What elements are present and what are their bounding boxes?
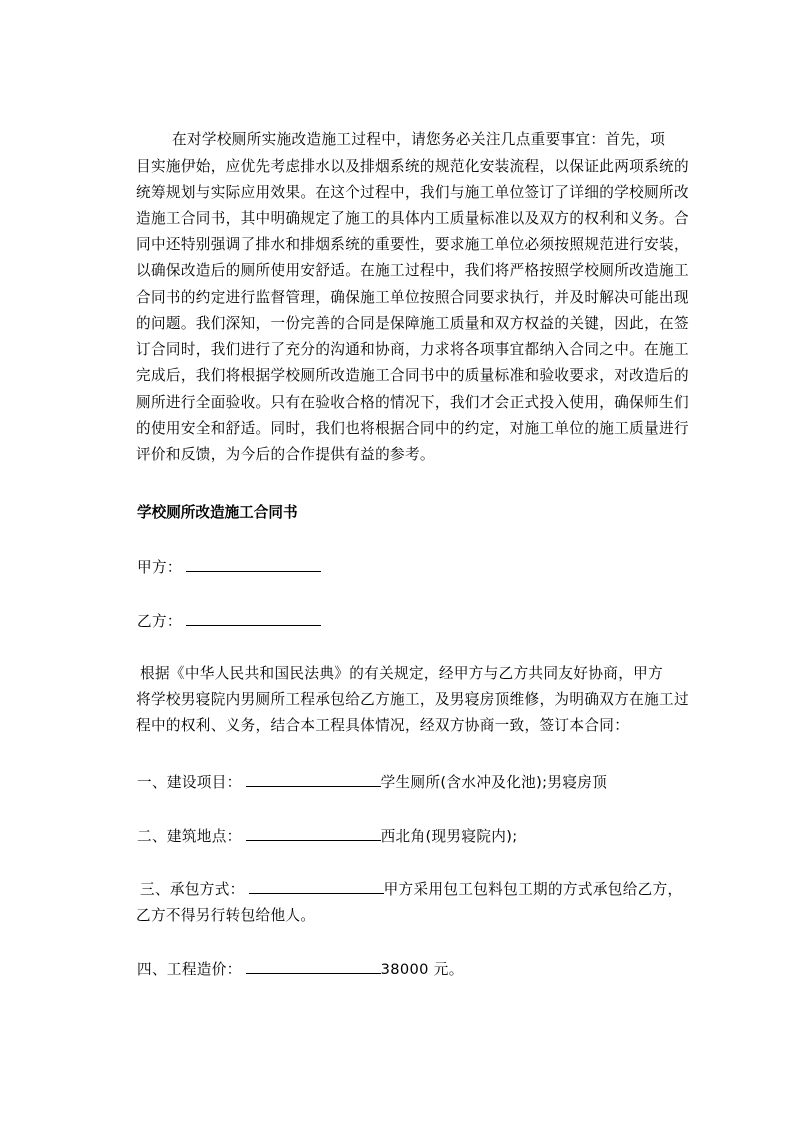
party-b-label: 乙方： xyxy=(137,613,182,630)
clause-label: 四、工程造价： xyxy=(137,961,242,978)
intro-line: 合同书的约定进行监督管理，确保施工单位按照合同要求执行，并及时解决可能出现 xyxy=(136,289,689,306)
party-a-field xyxy=(137,557,321,578)
party-b-field xyxy=(137,611,321,632)
clause-value: 西北角(现男寝院内); xyxy=(380,828,518,845)
intro-line: 同中还特别强调了排水和排烟系统的重要性，要求施工单位必须按照规范进行安装， xyxy=(136,236,689,253)
intro-line: 订合同时，我们进行了充分的沟通和协商，力求将各项事宜都纳入合同之中。在施工 xyxy=(136,341,689,358)
clause-label: 三、承包方式： xyxy=(140,881,245,898)
intro-line: 完成后，我们将根据学校厕所改造施工合同书中的质量标准和验收要求，对改造后的 xyxy=(136,367,689,384)
party-a-label: 甲方： xyxy=(137,559,182,576)
intro-line: 统筹规划与实际应用效果。在这个过程中，我们与施工单位签订了详细的学校厕所改 xyxy=(136,184,689,201)
clause-blank[interactable] xyxy=(246,826,381,841)
intro-line: 在对学校厕所实施改造施工过程中，请您务必关注几点重要事宜：首先，项 xyxy=(172,131,666,148)
clause-contracting-method xyxy=(140,879,683,900)
clause-value: 甲方采用包工包料包工期的方式承包给乙方， xyxy=(383,881,683,898)
intro-line: 评价和反馈，为今后的合作提供有益的参考。 xyxy=(136,446,435,463)
party-a-blank[interactable] xyxy=(186,557,321,572)
intro-line: 厕所进行全面验收。只有在验收合格的情况下，我们才会正式投入使用，确保师生们 xyxy=(136,394,689,411)
clause-blank[interactable] xyxy=(246,959,381,974)
clause-value: 38000 元。 xyxy=(380,961,464,978)
clause-value: 学生厕所(含水冲及化池);男寝房顶 xyxy=(380,774,608,791)
clause-label: 一、建设项目： xyxy=(137,774,242,791)
intro-line: 目实施伊始，应优先考虑排水以及排烟系统的规范化安装流程，以保证此两项系统的 xyxy=(136,158,689,175)
clause-construction-site xyxy=(137,826,518,847)
clause-blank[interactable] xyxy=(249,879,384,894)
clause-label: 二、建筑地点： xyxy=(137,828,242,845)
contract-title: 学校厕所改造施工合同书 xyxy=(137,504,298,521)
clause-contracting-method-continuation: 乙方不得另行转包给他人。 xyxy=(136,907,316,924)
preamble-line: 根据《中华人民共和国民法典》的有关规定，经甲方与乙方共同友好协商，甲方 xyxy=(140,665,664,682)
intro-line: 的使用安全和舒适。同时，我们也将根据合同中的约定，对施工单位的施工质量进行 xyxy=(136,420,689,437)
preamble-line: 将学校男寝院内男厕所工程承包给乙方施工，及男寝房顶维修，为明确双方在施工过 xyxy=(136,691,689,708)
clause-project-cost xyxy=(137,959,464,980)
intro-line: 以确保改造后的厕所使用安舒适。在施工过程中，我们将严格按照学校厕所改造施工 xyxy=(136,262,689,279)
intro-line: 的问题。我们深知，一份完善的合同是保障施工质量和双方权益的关键，因此，在签 xyxy=(136,315,689,332)
preamble-line: 程中的权利、义务，结合本工程具体情况，经双方协商一致，签订本合同： xyxy=(136,717,630,734)
clause-blank[interactable] xyxy=(246,772,381,787)
clause-construction-project xyxy=(137,772,607,793)
intro-line: 造施工合同书，其中明确规定了施工的具体内工质量标准以及双方的权利和义务。合 xyxy=(136,210,689,227)
party-b-blank[interactable] xyxy=(186,611,321,626)
